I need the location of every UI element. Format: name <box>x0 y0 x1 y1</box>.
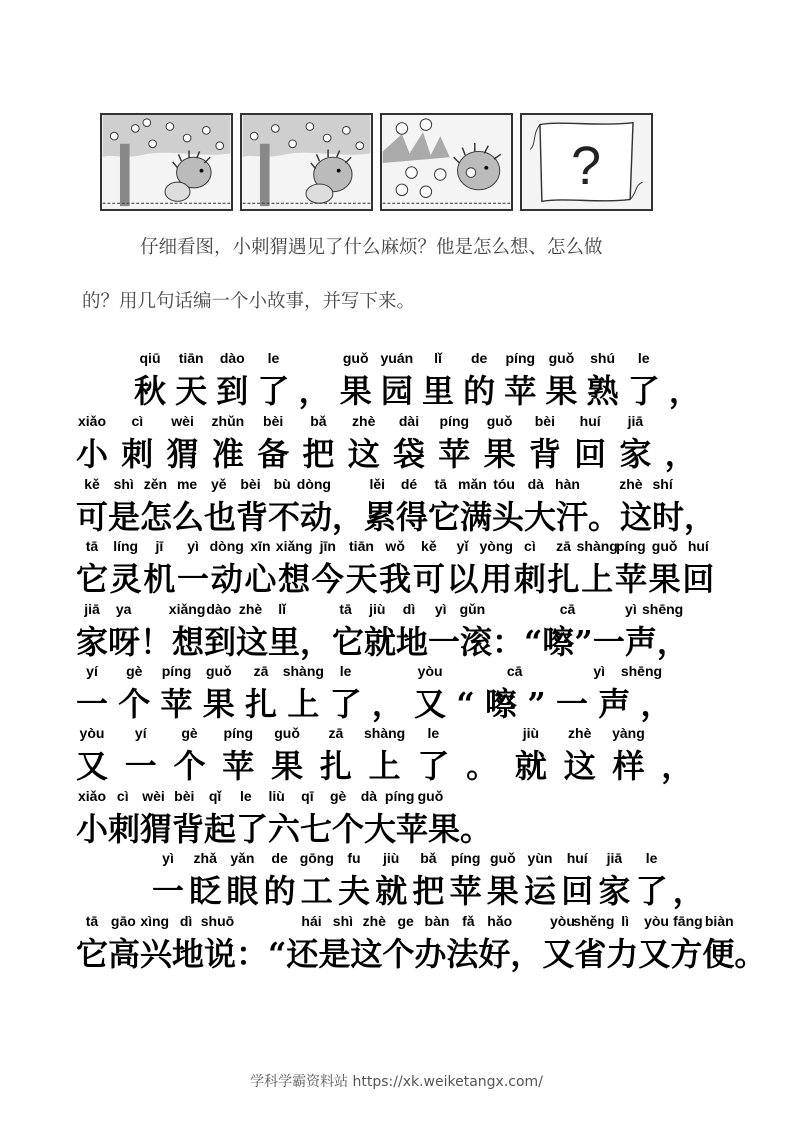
pinyin-syllable: lǐ <box>278 601 287 617</box>
pinyin-syllable: le <box>240 788 252 804</box>
pinyin-syllable: gōng <box>299 850 334 866</box>
footer-watermark: 学科学霸资料站 https://xk.weiketangx.com/ <box>250 1074 543 1090</box>
pinyin-syllable: dào <box>219 350 245 366</box>
pinyin-syllable: jīn <box>319 538 336 554</box>
pinyin-syllable: wǒ <box>385 538 405 554</box>
pinyin-syllable: bàn <box>424 913 450 929</box>
pinyin-syllable: xiǎo <box>77 413 107 429</box>
pinyin-syllable: dà <box>360 788 378 804</box>
pinyin-syllable: yuán <box>380 350 414 366</box>
pinyin-syllable: dòng <box>296 476 331 492</box>
pinyin-syllable: de <box>470 350 488 366</box>
pinyin-syllable: ge <box>397 913 414 929</box>
pinyin-syllable: zěn <box>143 476 168 492</box>
pinyin-syllable: guǒ <box>486 413 513 429</box>
pinyin-syllable: yì <box>593 663 606 679</box>
pinyin-syllable: dà <box>527 476 544 492</box>
pinyin-syllable: yǎn <box>230 850 255 866</box>
story-line <box>0 350 793 412</box>
pinyin-syllable: yě <box>211 476 227 492</box>
pinyin-syllable: qī <box>301 788 314 804</box>
pinyin-syllable: shēng <box>641 601 684 617</box>
pinyin-syllable: tā <box>434 476 447 492</box>
pinyin-syllable: le <box>339 663 352 679</box>
pinyin-syllable: shàng <box>576 538 618 554</box>
pinyin-syllable: zā <box>556 538 571 554</box>
pinyin-syllable: guǒ <box>417 788 444 804</box>
pinyin-syllable: xīn <box>250 538 271 554</box>
pinyin-syllable: lěi <box>369 476 386 492</box>
pinyin-syllable: kě <box>421 538 437 554</box>
pinyin-syllable: guǒ <box>205 663 232 679</box>
pinyin-syllable: bèi <box>534 413 555 429</box>
pinyin-syllable: jī <box>155 538 164 554</box>
pinyin-syllable: yì <box>162 850 174 866</box>
pinyin-syllable: gè <box>181 725 198 741</box>
pinyin-syllable: píng <box>384 788 415 804</box>
pinyin-syllable: zhè <box>362 913 386 929</box>
pinyin-syllable: dì <box>179 913 193 929</box>
pinyin-syllable: bèi <box>263 413 284 429</box>
pinyin-syllable: hàn <box>555 476 580 492</box>
pinyin-syllable: píng <box>505 350 536 366</box>
pinyin-syllable: zhǎ <box>193 850 217 866</box>
pinyin-syllable: gè <box>329 788 347 804</box>
pinyin-syllable: qiū <box>139 350 161 366</box>
pinyin-syllable: guǒ <box>274 725 300 741</box>
pinyin-syllable: dé <box>400 476 418 492</box>
pinyin-syllable: líng <box>113 538 139 554</box>
pinyin-syllable: cì <box>116 788 129 804</box>
story-hanzi: 家呀！想到这里，它就地一滚：“嚓”一声， <box>76 623 689 661</box>
pinyin-syllable: lì <box>621 913 630 929</box>
story-hanzi: 一眨眼的工夫就把苹果运回家了， <box>152 872 711 910</box>
story-hanzi: 秋天到了，果园里的苹果熟了， <box>134 372 711 410</box>
pinyin-syllable: ya <box>115 601 132 617</box>
pinyin-syllable: zā <box>253 663 269 679</box>
pinyin-syllable: jiù <box>369 601 386 617</box>
story-hanzi: 它高兴地说：“还是这个办法好，又省力又方便。 <box>76 935 767 973</box>
pinyin-syllable: guǒ <box>548 350 575 366</box>
story-line <box>0 850 793 912</box>
pinyin-syllable: lǐ <box>434 350 442 366</box>
pinyin-syllable: huí <box>579 413 601 429</box>
pinyin-syllable: dòng <box>209 538 244 554</box>
pinyin-syllable: gǔn <box>459 601 486 617</box>
pinyin-syllable: bǎ <box>420 850 437 866</box>
pinyin-syllable: hǎo <box>487 913 513 929</box>
pinyin-syllable: wèi <box>171 413 194 429</box>
pinyin-syllable: zhè <box>619 476 643 492</box>
pinyin-syllable: yí <box>134 725 147 741</box>
story-hanzi: 小刺猬背起了六七个大苹果。 <box>76 810 493 848</box>
pinyin-syllable: píng <box>439 413 470 429</box>
pinyin-syllable: tā <box>85 538 99 554</box>
question-mark-glyph: ? <box>571 136 601 197</box>
story-line <box>0 725 793 787</box>
story-line <box>0 663 793 725</box>
story-line <box>0 788 793 850</box>
pinyin-syllable: yí <box>86 663 98 679</box>
pinyin-syllable: fāng <box>673 913 703 929</box>
pinyin-syllable: cā <box>559 601 576 617</box>
pinyin-syllable: xiǎng <box>275 538 313 554</box>
pinyin-syllable: zhè <box>568 725 592 741</box>
pinyin-syllable: jiù <box>522 725 540 741</box>
pinyin-syllable: me <box>176 476 198 492</box>
pinyin-syllable: zā <box>328 725 344 741</box>
story-hanzi: 它灵机一动心想今天我可以用刺扎上苹果回 <box>76 560 717 598</box>
pinyin-syllable: tóu <box>493 476 515 492</box>
story-line <box>0 413 793 475</box>
pinyin-syllable: guǒ <box>651 538 678 554</box>
pinyin-syllable: píng <box>161 663 192 679</box>
prompt-line-2: 的？用几句话编一个小故事，并写下来。 <box>82 291 416 312</box>
story-hanzi: 小刺猬准备把这袋苹果背回家， <box>76 435 711 473</box>
story-hanzi: 可是怎么也背不动，累得它满头大汗。这时， <box>76 498 717 536</box>
pinyin-syllable: fǎ <box>462 913 475 929</box>
pinyin-syllable: dì <box>402 601 416 617</box>
pinyin-syllable: zhǔn <box>211 413 245 429</box>
pinyin-syllable: tiān <box>349 538 374 554</box>
pinyin-syllable: shēng <box>620 663 663 679</box>
pinyin-syllable: le <box>637 350 650 366</box>
pinyin-syllable: tiān <box>178 350 204 366</box>
pinyin-syllable: zhè <box>352 413 376 429</box>
pinyin-syllable: shàng <box>282 663 324 679</box>
pinyin-syllable: xiǎo <box>77 788 107 804</box>
pinyin-syllable: de <box>271 850 288 866</box>
pinyin-syllable: shì <box>113 476 134 492</box>
pinyin-syllable: yǐ <box>456 538 469 554</box>
pinyin-syllable: cā <box>506 663 523 679</box>
story-line <box>0 538 793 600</box>
pinyin-syllable: bǎ <box>310 413 327 429</box>
pinyin-syllable: píng <box>450 850 481 866</box>
pinyin-syllable: shàng <box>363 725 406 741</box>
pinyin-syllable: shuō <box>200 913 235 929</box>
pinyin-syllable: le <box>427 725 440 741</box>
pinyin-syllable: dào <box>206 601 232 617</box>
pinyin-syllable: yòu <box>550 913 575 929</box>
pinyin-syllable: liù <box>268 788 285 804</box>
pinyin-syllable: bù <box>273 476 291 492</box>
pinyin-syllable: jiù <box>383 850 400 866</box>
pinyin-syllable: jiā <box>606 850 623 866</box>
pinyin-syllable: shú <box>590 350 616 366</box>
pinyin-syllable: le <box>645 850 658 866</box>
pinyin-syllable: mǎn <box>457 476 487 492</box>
pinyin-syllable: píng <box>616 538 646 554</box>
pinyin-syllable: gè <box>126 663 143 679</box>
pinyin-syllable: biàn <box>704 913 734 929</box>
pinyin-syllable: jiā <box>84 601 100 617</box>
pinyin-syllable: cì <box>524 538 536 554</box>
pinyin-syllable: guǒ <box>489 850 516 866</box>
pinyin-syllable: shěng <box>573 913 615 929</box>
pinyin-syllable: shí <box>652 476 673 492</box>
pinyin-syllable: píng <box>223 725 254 741</box>
pinyin-syllable: dài <box>398 413 420 429</box>
pinyin-syllable: le <box>267 350 280 366</box>
pinyin-syllable: bèi <box>174 788 195 804</box>
story-line <box>0 913 793 975</box>
pinyin-syllable: guǒ <box>342 350 369 366</box>
pinyin-syllable: fu <box>347 850 361 866</box>
pinyin-syllable: yòu <box>644 913 669 929</box>
story-hanzi: 一个苹果扎上了，又“嚓”一声， <box>76 685 683 723</box>
story-line <box>0 601 793 663</box>
pinyin-syllable: huí <box>687 538 709 554</box>
pinyin-syllable: xiǎng <box>168 601 206 617</box>
pinyin-syllable: yòu <box>79 725 105 741</box>
pinyin-syllable: qǐ <box>208 788 222 804</box>
pinyin-syllable: yì <box>625 601 637 617</box>
pinyin-syllable: hái <box>301 913 322 929</box>
pinyin-syllable: bèi <box>240 476 261 492</box>
pinyin-syllable: gāo <box>110 913 136 929</box>
story-line <box>0 476 793 538</box>
pinyin-syllable: jiā <box>627 413 644 429</box>
pinyin-syllable: zhè <box>238 601 263 617</box>
pinyin-syllable: shì <box>332 913 354 929</box>
prompt-line-1: 仔细看图，小刺猬遇见了什么麻烦？他是怎么想、怎么做 <box>140 237 603 258</box>
pinyin-syllable: tā <box>339 601 352 617</box>
pinyin-syllable: cì <box>131 413 144 429</box>
pinyin-syllable: yì <box>187 538 199 554</box>
pinyin-syllable: yùn <box>527 850 553 866</box>
pinyin-syllable: yàng <box>612 725 645 741</box>
pinyin-syllable: yì <box>434 601 447 617</box>
pinyin-syllable: kě <box>84 476 100 492</box>
pinyin-syllable: tā <box>85 913 99 929</box>
pinyin-syllable: yòu <box>417 663 443 679</box>
pinyin-syllable: huí <box>566 850 588 866</box>
pinyin-syllable: yòng <box>479 538 513 554</box>
story-hanzi: 又一个苹果扎上了。就这样， <box>76 747 711 785</box>
pinyin-syllable: xìng <box>140 913 170 929</box>
pinyin-syllable: wèi <box>142 788 165 804</box>
